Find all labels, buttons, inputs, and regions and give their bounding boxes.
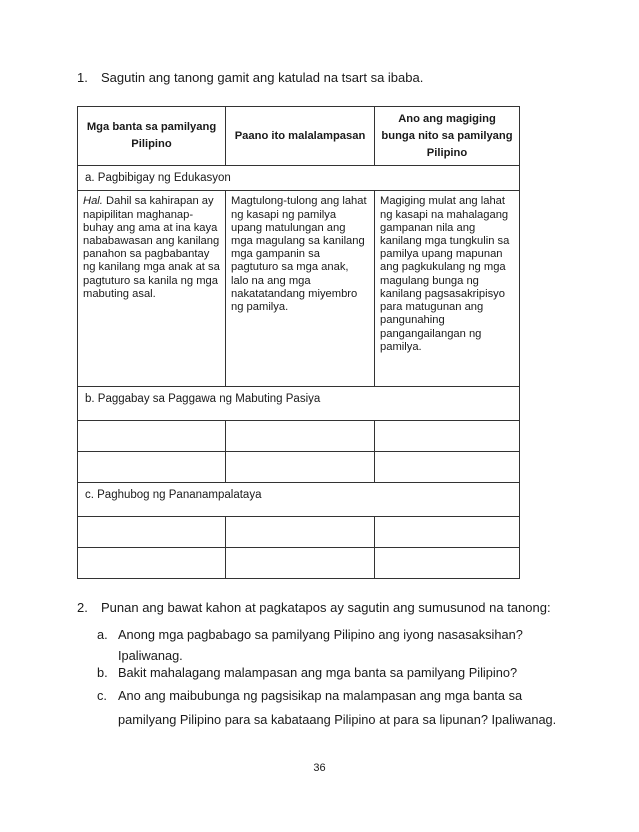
sub-question-a	[97, 627, 523, 663]
table-header-row	[78, 107, 520, 166]
blank-cell[interactable]	[78, 452, 226, 483]
blank-row	[78, 548, 520, 579]
header-threats: Mga banta sa pamilyang Pilipino	[78, 107, 226, 166]
blank-cell[interactable]	[226, 452, 375, 483]
threats-chart-table	[77, 106, 520, 579]
sub-question-c	[97, 688, 557, 727]
section-b-label: b. Paggabay sa Paggawa ng Mabuting Pasiya	[78, 387, 520, 421]
blank-cell[interactable]	[226, 421, 375, 452]
sub-question-text: Ano ang maibubunga ng pagsisikap na malampasan ang mga banta sa	[118, 688, 523, 703]
example-outcome-cell: Magiging mulat ang lahat ng kasapi na mahalagang gampanan nila ang kanilang mga tungkulin sa pamilya upang mapunan ang pagkukulang ng mga magulang bunga ng kanilang pagsasakripisyo para matugunan ang pangunahing pangangailangan ng pamilya.	[375, 191, 520, 387]
blank-cell[interactable]	[375, 452, 520, 483]
blank-cell[interactable]	[226, 517, 375, 548]
blank-cell[interactable]	[375, 517, 520, 548]
section-c-row	[78, 483, 520, 517]
example-label: Hal.	[83, 195, 103, 208]
question-1	[77, 70, 423, 85]
sub-question-text: Anong mga pagbabago sa pamilyang Pilipino ang iyong nasasaksihan?	[118, 627, 523, 642]
example-row	[78, 191, 520, 387]
blank-cell[interactable]	[78, 421, 226, 452]
section-a-row	[78, 166, 520, 191]
blank-cell[interactable]	[375, 548, 520, 579]
sub-question-text: Bakit mahalagang malampasan ang mga banta sa pamilyang Pilipino?	[118, 665, 518, 680]
section-b-row	[78, 387, 520, 421]
question-1-number: 1.	[77, 70, 88, 85]
page-number: 36	[313, 762, 326, 774]
sub-question-continuation: pamilyang Pilipino para sa kabataang Pilipino at para sa lipunan? Ipaliwanag.	[118, 712, 557, 727]
blank-cell[interactable]	[78, 548, 226, 579]
example-threat-cell	[78, 191, 226, 387]
question-2	[77, 600, 551, 615]
sub-question-b	[97, 667, 517, 680]
question-2-text: Punan ang bawat kahon at pagkatapos ay sagutin ang sumusunod na tanong:	[101, 600, 551, 615]
header-how-to-overcome: Paano ito malalampasan	[226, 107, 375, 166]
blank-cell[interactable]	[78, 517, 226, 548]
blank-cell[interactable]	[375, 421, 520, 452]
section-c-label: c. Paghubog ng Pananampalataya	[78, 483, 520, 517]
header-outcome: Ano ang magiging bunga nito sa pamilyang Pilipino	[375, 107, 520, 166]
sub-question-letter: c.	[97, 688, 107, 703]
example-threat-text: Dahil sa kahirapan ay napipilitan maghanap-buhay ang ama at ina kaya nababawasan ang kanilang panahon sa pagbabantay ng kanilang mga anak at sa pagtuturo sa kanila ng mga mabuting asal.	[83, 195, 220, 300]
sub-question-continuation: Ipaliwanag.	[118, 648, 183, 663]
sub-question-letter: a.	[97, 627, 108, 642]
example-solution-cell: Magtulong-tulong ang lahat ng kasapi ng pamilya upang matulungan ang mga magulang sa kanilang mga gampanin sa pagtuturo sa mga anak, lalo na ang mga nakatatandang miyembro ng pamilya.	[226, 191, 375, 387]
sub-question-letter: b.	[97, 665, 108, 680]
question-1-text: Sagutin ang tanong gamit ang katulad na tsart sa ibaba.	[101, 70, 424, 85]
blank-row	[78, 421, 520, 452]
section-a-label: a. Pagbibigay ng Edukasyon	[78, 166, 520, 191]
blank-cell[interactable]	[226, 548, 375, 579]
blank-row	[78, 452, 520, 483]
blank-row	[78, 517, 520, 548]
question-2-number: 2.	[77, 600, 88, 615]
